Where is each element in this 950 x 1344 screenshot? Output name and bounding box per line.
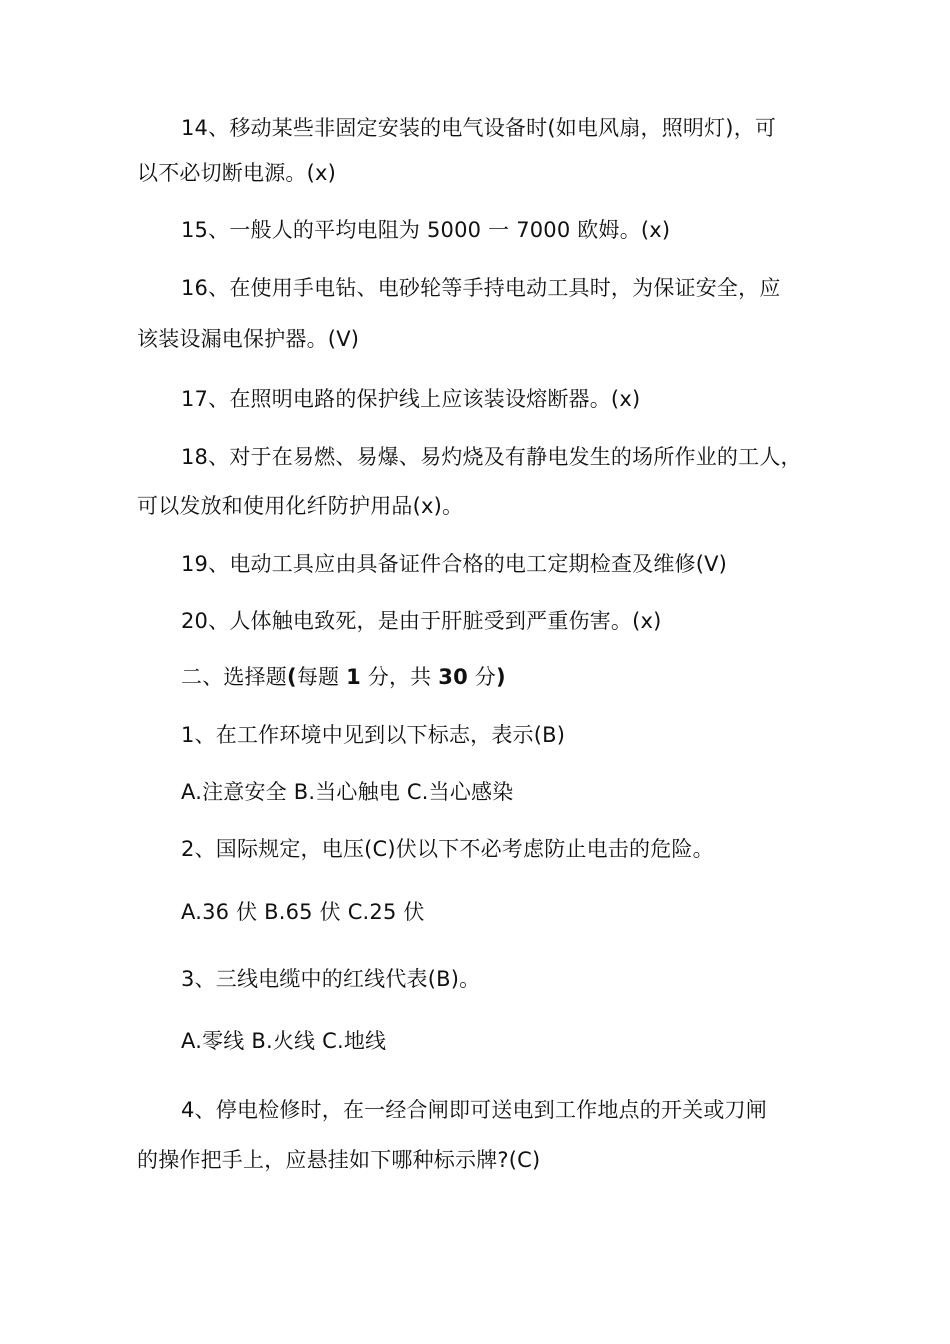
- choice-question-2-options: A.36 伏 B.65 伏 C.25 伏: [181, 900, 425, 924]
- choice-question-3-options: A.零线 B.火线 C.地线: [181, 1029, 387, 1053]
- section-heading-text-1: 每题: [296, 665, 347, 689]
- question-20: 20、人体触电致死，是由于肝脏受到严重伤害。(x): [181, 609, 662, 633]
- section-heading-close: ): [495, 665, 506, 689]
- question-14-line-1: 14、移动某些非固定安装的电气设备时(如电风扇，照明灯)，可: [181, 116, 777, 140]
- section-heading-number-2: 30: [438, 665, 468, 689]
- section-heading-text-2: 分，共: [360, 665, 439, 689]
- question-17: 17、在照明电路的保护线上应该装设熔断器。(x): [181, 387, 641, 411]
- question-18-line-1: 18、对于在易燃、易爆、易灼烧及有静电发生的场所作业的工人，: [181, 445, 802, 469]
- choice-question-4-line-2: 的操作把手上，应悬挂如下哪种标示牌?(C): [137, 1148, 541, 1172]
- question-16-line-1: 16、在使用手电钻、电砂轮等手持电动工具时，为保证安全，应: [181, 276, 781, 300]
- section-heading-open: (: [287, 665, 297, 689]
- question-14-line-2: 以不必切断电源。(x): [137, 161, 337, 185]
- question-18-line-2: 可以发放和使用化纤防护用品(x)。: [137, 494, 464, 518]
- section-heading: [181, 663, 506, 691]
- question-15: 15、一般人的平均电阻为 5000 一 7000 欧姆。(x): [181, 218, 671, 242]
- question-16-line-2: 该装设漏电保护器。(V): [137, 327, 360, 351]
- question-19: 19、电动工具应由具备证件合格的电工定期检查及维修(V): [181, 552, 728, 576]
- choice-question-4-line-1: 4、停电检修时，在一经合闸即可送电到工作地点的开关或刀闸: [181, 1098, 767, 1122]
- section-heading-number-1: 1: [346, 665, 361, 689]
- section-heading-prefix: 二、选择题: [181, 665, 287, 689]
- choice-question-1-options: A.注意安全 B.当心触电 C.当心感染: [181, 780, 514, 804]
- choice-question-2: 2、国际规定，电压(C)伏以下不必考虑防止电击的危险。: [181, 837, 714, 861]
- choice-question-3: 3、三线电缆中的红线代表(B)。: [181, 967, 481, 991]
- choice-question-1: 1、在工作环境中见到以下标志，表示(B): [181, 723, 566, 747]
- section-heading-text-3: 分: [467, 665, 496, 689]
